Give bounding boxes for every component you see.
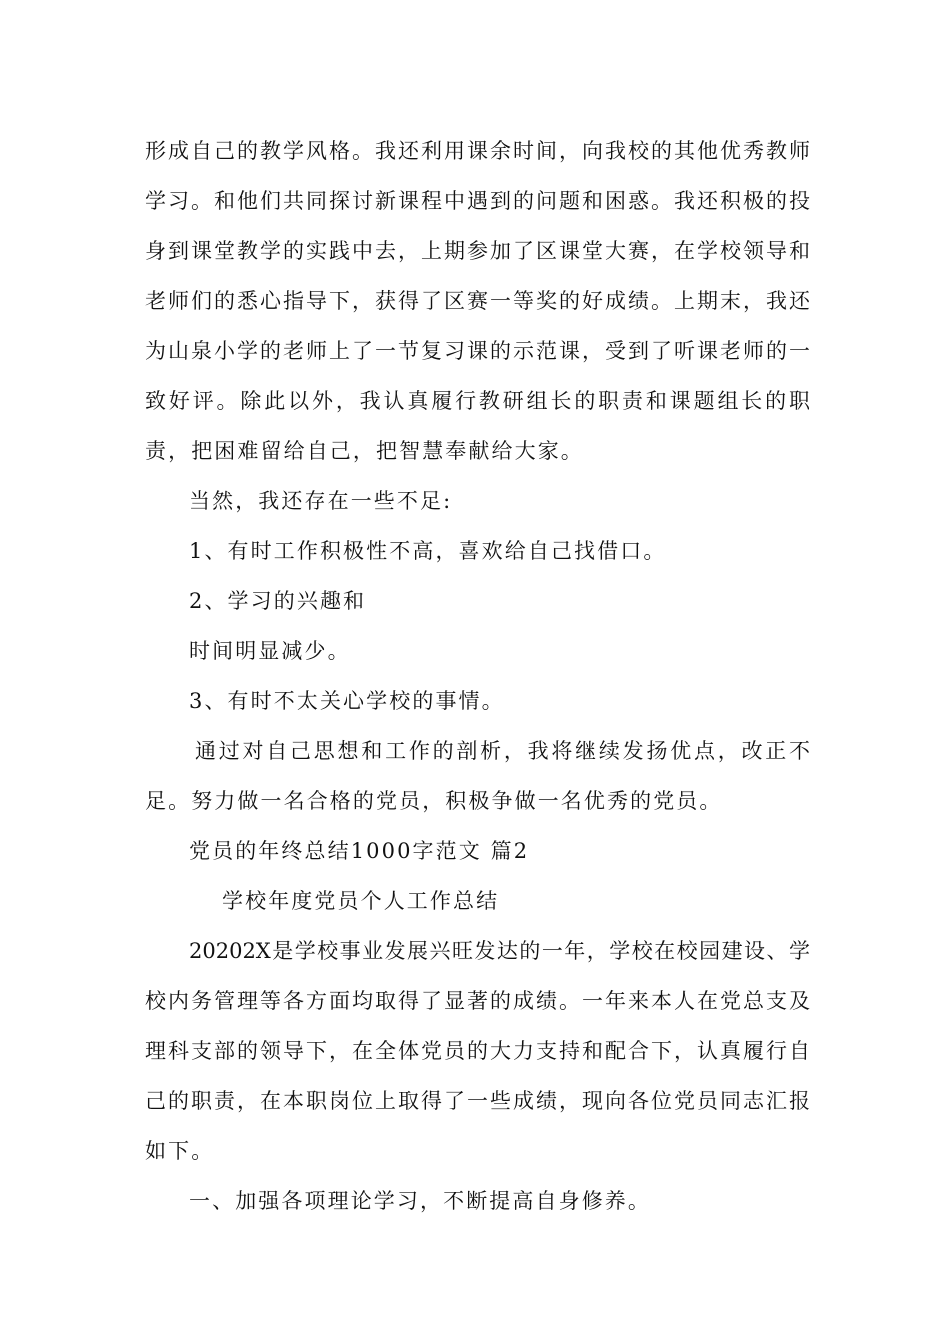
shortcoming-item-2: 2、学习的兴趣和 — [189, 589, 367, 613]
body-line-3: 身到课堂教学的实践中去，上期参加了区课堂大赛，在学校领导和 — [145, 239, 810, 263]
body-line-7: 责，把困难留给自己，把智慧奉献给大家。 — [145, 439, 584, 463]
body-line-4: 老师们的悉心指导下，获得了区赛一等奖的好成绩。上期末，我还 — [145, 289, 810, 313]
article-line-1: 20202X是学校事业发展兴旺发达的一年，学校在校园建设、学 — [189, 939, 810, 963]
body-line-6: 致好评。除此以外，我认真履行教研组长的职责和课题组长的职 — [145, 389, 810, 413]
article-line-4: 己的职责，在本职岗位上取得了一些成绩，现向各位党员同志汇报 — [145, 1089, 810, 1113]
article-line-3: 理科支部的领导下，在全体党员的大力支持和配合下，认真履行自 — [145, 1039, 810, 1063]
body-line-2: 学习。和他们共同探讨新课程中遇到的问题和困惑。我还积极的投 — [145, 189, 810, 213]
article-title: 学校年度党员个人工作总结 — [222, 889, 500, 913]
conclusion-line-1: 通过对自己思想和工作的剖析，我将继续发扬优点，改正不 — [195, 739, 810, 763]
shortcomings-intro: 当然，我还存在一些不足: — [189, 489, 453, 513]
conclusion-line-2: 足。努力做一名合格的党员，积极争做一名优秀的党员。 — [145, 789, 723, 813]
article-line-2: 校内务管理等各方面均取得了显著的成绩。一年来本人在党总支及 — [145, 989, 810, 1013]
shortcoming-item-2-cont: 时间明显减少。 — [189, 639, 351, 663]
article-line-5: 如下。 — [145, 1139, 215, 1163]
shortcoming-item-1: 1、有时工作积极性不高，喜欢给自己找借口。 — [189, 539, 667, 563]
subsection-heading: 一、加强各项理论学习，不断提高自身修养。 — [189, 1189, 651, 1213]
body-line-5: 为山泉小学的老师上了一节复习课的示范课，受到了听课老师的一 — [145, 339, 810, 363]
shortcoming-item-3: 3、有时不太关心学校的事情。 — [189, 689, 505, 713]
body-line-1: 形成自己的教学风格。我还利用课余时间，向我校的其他优秀教师 — [145, 139, 810, 163]
section-heading: 党员的年终总结1000字范文 篇2 — [189, 839, 530, 863]
